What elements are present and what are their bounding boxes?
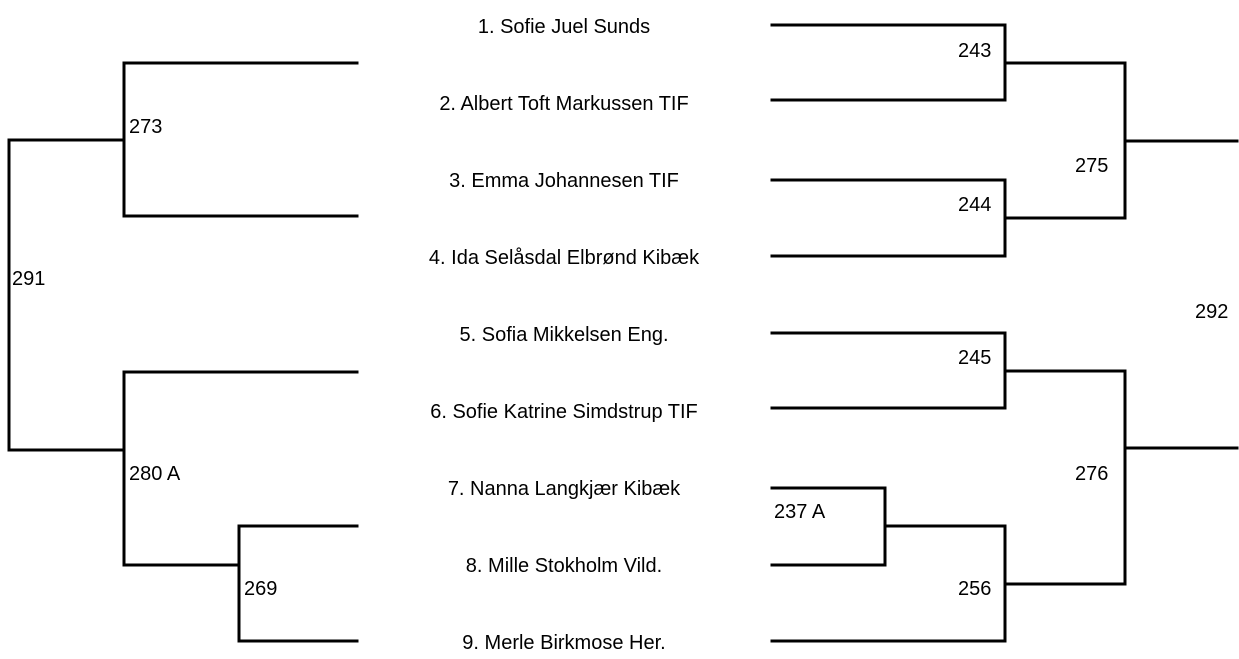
participant-2: 2. Albert Toft Markussen TIF: [439, 93, 689, 115]
bracket-line-275: [1005, 63, 1125, 218]
bracket-line-245: [772, 333, 1005, 408]
match-number-245: 245: [958, 347, 992, 369]
bracket-line-237a: [772, 488, 885, 565]
match-number-243: 243: [958, 40, 992, 62]
match-number-292: 292: [1195, 301, 1229, 323]
match-number-275: 275: [1075, 155, 1109, 177]
match-number-280a: 280 A: [129, 463, 181, 485]
bracket-line-243: [772, 25, 1005, 100]
participant-4: 4. Ida Selåsdal Elbrønd Kibæk: [428, 247, 700, 269]
participant-5: 5. Sofia Mikkelsen Eng.: [459, 324, 669, 346]
match-number-256: 256: [958, 578, 992, 600]
participant-3: 3. Emma Johannesen TIF: [449, 170, 679, 192]
participant-6: 6. Sofie Katrine Simdstrup TIF: [430, 401, 698, 423]
match-number-291: 291: [12, 268, 46, 290]
participant-1: 1. Sofie Juel Sunds: [477, 16, 651, 38]
participant-9: 9. Merle Birkmose Her.: [462, 632, 666, 654]
bracket-line-291: [9, 140, 124, 450]
match-number-273: 273: [129, 116, 163, 138]
match-number-276: 276: [1075, 463, 1109, 485]
participant-8: 8. Mille Stokholm Vild.: [465, 555, 663, 577]
bracket-line-273: [124, 63, 357, 216]
bracket-line-244: [772, 180, 1005, 256]
match-number-244: 244: [958, 194, 992, 216]
match-number-269: 269: [244, 578, 278, 600]
participant-7: 7. Nanna Langkjær Kibæk: [447, 478, 681, 500]
match-number-237a: 237 A: [774, 501, 826, 523]
